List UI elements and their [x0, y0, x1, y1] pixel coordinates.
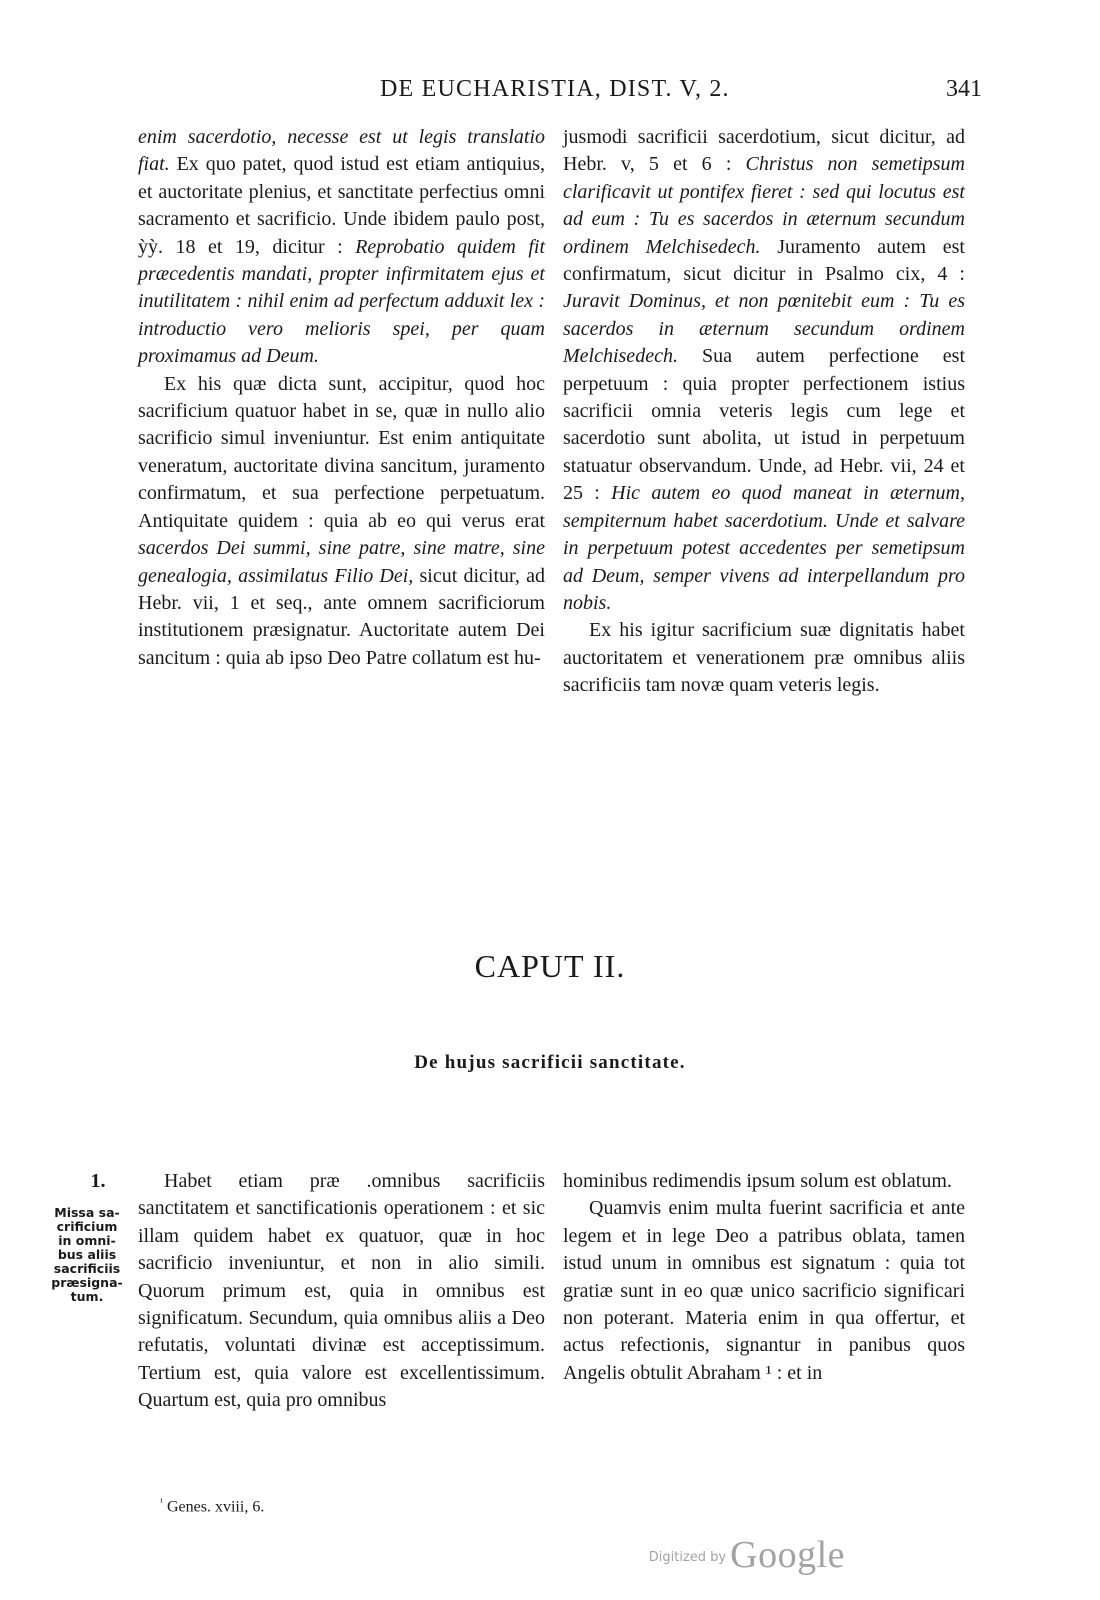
- margin-note-line: Missa sa-: [54, 1205, 120, 1220]
- google-logo: Google: [730, 1534, 845, 1576]
- text-segment: Ex quo patet, quod istud est etiam antiquius, et auctoritate plenius, et sanctitate perfectius omni sacramento et sacrificio. Unde ibidem paulo post, ỳỳ. 18 et 19, dicitur :: [138, 153, 545, 258]
- italic-segment: Reprobatio quidem fit præcedentis mandati, propter infirmitatem ejus et inutilitatem : nihil enim ad perfectum adduxit lex : introductio vero melioris spei, per quam proximamus ad Deum.: [138, 235, 545, 368]
- lower-left-column: [138, 1168, 545, 1415]
- footnote: [160, 1497, 264, 1516]
- margin-note-line: sacrificiis: [53, 1261, 121, 1276]
- italic-segment: Hic autem eo quod maneat in æternum, sempiternum habet sacerdotium. Unde et salvare in perpetuum potest accedentes per semetipsum ad Deum, semper vivens ad interpellandum pro nobis.: [563, 482, 965, 614]
- text-segment: jusmodi sacrificii sacerdotium, sicut dicitur, ad Hebr. v, 5 et 6 :: [563, 126, 965, 176]
- text-segment: Ex his quæ dicta sunt, accipitur, quod hoc sacrificium quatuor habet in se, quæ in nullo alio sacrificio simul inveniuntur. Est enim antiquitate veneratum, auctoritate divina sancitum, juramento confirmatum, et sua perfectione perpetuatum. Antiquitate quidem : quia ab eo qui verus erat: [138, 372, 545, 532]
- paragraph: [138, 124, 545, 371]
- upper-left-column: [138, 124, 545, 672]
- footnote-text: Genes. xviii, 6.: [167, 1498, 265, 1516]
- paragraph: [563, 617, 965, 699]
- margin-note-line: in omni-: [58, 1233, 116, 1248]
- text-segment: Ex his igitur sacrificium suæ dignitatis habet auctoritatem et venerationem præ omnibus aliis sacrificiis tam novæ quam veteris legis.: [563, 619, 965, 697]
- footnote-mark: ¹: [160, 1497, 163, 1508]
- lower-right-column: [563, 1168, 965, 1387]
- text-segment: Juramento autem est confirmatum, sicut dicitur in Psalmo cix, 4 :: [563, 235, 965, 286]
- watermark-prefix: Digitized by: [648, 1550, 727, 1565]
- italic-segment: Juravit Dominus, et non pœnitebit eum : Tu es sacerdos in æternum secundum ordinem Melchisedech.: [563, 290, 965, 368]
- text-segment: sicut dicitur, ad Hebr. vii, 1 et seq., ante omnem sacrificiorum institutionem præsignatur. Auctoritate autem Dei sancitum : quia ab ipso Deo Patre collatum est hu-: [138, 564, 545, 669]
- page-number: 341: [946, 76, 982, 102]
- margin-note: [46, 1206, 128, 1304]
- paragraph: [563, 1168, 965, 1195]
- margin-note-line: crificium: [56, 1219, 118, 1234]
- running-head: DE EUCHARISTIA, DIST. V, 2.: [380, 76, 730, 102]
- italic-segment: enim sacerdotio, necesse est ut legis translatio fiat.: [138, 126, 545, 176]
- paragraph: [138, 371, 545, 672]
- section-number: 1.: [90, 1170, 106, 1192]
- paragraph: [138, 1168, 545, 1415]
- text-segment: Sua autem perfectione est perpetuum : quia propter perfectionem istius sacrificii omnia veteris legis cum lege et sacerdotio sunt abolita, ut istud in perpetuum statuatur observandum. Unde, ad Hebr. vii, 24 et 25 :: [563, 345, 965, 505]
- digitized-watermark: [649, 1533, 845, 1577]
- text-segment: Quamvis enim multa fuerint sacrificia et ante legem et in lege Deo a patribus oblata, tamen istud unum in omnibus est signatum : quia tot gratiæ sunt in eo quæ unico sacrificio significari non poterant. Materia enim in qua offertur, et actus refectionis, signantur in panibus quos Angelis obtulit Abraham ¹ : et in: [563, 1197, 965, 1384]
- margin-note-line: bus aliis: [57, 1247, 117, 1262]
- text-segment: Habet etiam præ .omnibus sacrificiis sanctitatem et sanctificationis operationem : et sic illam quidem habet ex quatuor, quæ in hoc sacrificio inveniuntur, et non in alio simili. Quorum primum est, quia in omnibus est significatum. Secundum, quia omnibus aliis a Deo refutatis, voluntati divinæ est acceptissimum. Tertium est, quia valore est excellentissimum. Quartum est, quia pro omnibus: [138, 1170, 545, 1412]
- page-header: [380, 76, 982, 110]
- text-segment: hominibus redimendis ipsum solum est oblatum.: [563, 1170, 952, 1192]
- italic-segment: Christus non semetipsum clarificavit ut pontifex fieret : sed qui locutus est ad eum : Tu es sacerdos in æternum secundum ordinem Melchisedech.: [563, 153, 965, 258]
- paragraph: [563, 1195, 965, 1387]
- upper-right-column: [563, 124, 965, 700]
- paragraph: [563, 124, 965, 617]
- margin-note-line: tum.: [70, 1289, 104, 1304]
- chapter-title: CAPUT II.: [474, 948, 626, 984]
- chapter-subtitle: De hujus sacrificii sanctitate.: [414, 1052, 686, 1073]
- margin-note-line: præsigna-: [51, 1275, 123, 1290]
- italic-segment: sacerdos Dei summi, sine patre, sine matre, sine genealogia, assimilatus Filio Dei,: [138, 537, 545, 587]
